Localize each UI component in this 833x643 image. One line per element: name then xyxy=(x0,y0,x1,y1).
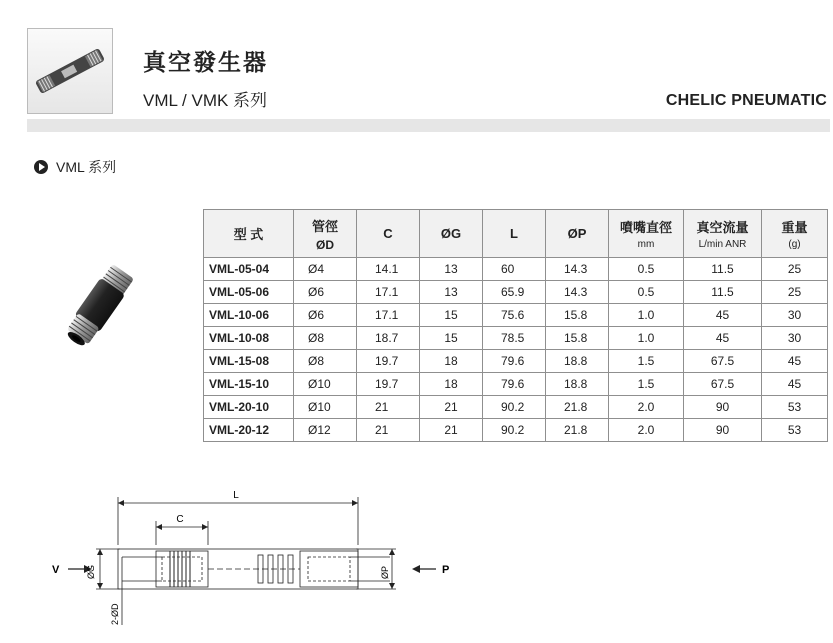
section-heading xyxy=(34,157,116,177)
table-cell: 1.5 xyxy=(609,373,684,396)
table-cell: Ø6 xyxy=(294,304,357,327)
model-cell: VML-10-08 xyxy=(204,327,294,350)
table-cell: 53 xyxy=(762,419,828,442)
model-cell: VML-05-04 xyxy=(204,258,294,281)
table-cell: 19.7 xyxy=(357,350,420,373)
table-cell: 90 xyxy=(684,396,762,419)
model-cell: VML-20-10 xyxy=(204,396,294,419)
play-bullet-icon xyxy=(34,160,48,174)
table-row xyxy=(204,396,828,419)
table-cell: 65.9 xyxy=(483,281,546,304)
table-cell: 18.8 xyxy=(546,373,609,396)
table-cell: 15 xyxy=(420,327,483,350)
table-cell: 13 xyxy=(420,281,483,304)
dimension-diagram xyxy=(40,485,460,635)
table-cell: 67.5 xyxy=(684,373,762,396)
table-cell: 21 xyxy=(420,419,483,442)
model-cell: VML-05-06 xyxy=(204,281,294,304)
table-cell: 90 xyxy=(684,419,762,442)
dim-label-C: C xyxy=(176,514,184,525)
table-cell: 21 xyxy=(357,419,420,442)
table-cell: 15.8 xyxy=(546,304,609,327)
table-cell: 79.6 xyxy=(483,373,546,396)
table-cell: Ø4 xyxy=(294,258,357,281)
table-cell: 1.0 xyxy=(609,304,684,327)
table-cell: 21 xyxy=(357,396,420,419)
table-row xyxy=(204,419,828,442)
table-cell: Ø8 xyxy=(294,350,357,373)
section-label: VML 系列 xyxy=(56,159,117,175)
table-cell: 21.8 xyxy=(546,396,609,419)
table-cell: 17.1 xyxy=(357,304,420,327)
table-row xyxy=(204,373,828,396)
column-header: 噴嘴直徑 mm xyxy=(609,210,684,258)
port-label-P: P xyxy=(442,564,450,576)
table-cell: 14.3 xyxy=(546,258,609,281)
table-cell: 1.5 xyxy=(609,350,684,373)
table-cell: 21 xyxy=(420,396,483,419)
table-cell: 90.2 xyxy=(483,419,546,442)
table-cell: 18.8 xyxy=(546,350,609,373)
table-row xyxy=(204,350,828,373)
page-title: 真空發生器 xyxy=(143,50,268,76)
table-cell: 30 xyxy=(762,304,828,327)
column-header: ØG xyxy=(420,210,483,258)
table-cell: 11.5 xyxy=(684,258,762,281)
model-cell: VML-15-10 xyxy=(204,373,294,396)
column-header: C xyxy=(357,210,420,258)
model-cell: VML-10-06 xyxy=(204,304,294,327)
table-cell: 53 xyxy=(762,396,828,419)
column-header: ØP xyxy=(546,210,609,258)
brand-name: CHELIC PNEUMATIC xyxy=(665,92,827,109)
table-cell: 14.1 xyxy=(357,258,420,281)
table-cell: 1.0 xyxy=(609,327,684,350)
dim-label-L: L xyxy=(233,490,239,501)
table-cell: 90.2 xyxy=(483,396,546,419)
column-header: 真空流量 L/min ANR xyxy=(684,210,762,258)
vacuum-generator-photo xyxy=(40,255,160,365)
table-cell: 18 xyxy=(420,373,483,396)
column-header: 管徑 ØD xyxy=(294,210,357,258)
table-cell: Ø10 xyxy=(294,373,357,396)
spec-table xyxy=(203,209,828,442)
table-header-row xyxy=(204,210,828,258)
table-cell: 30 xyxy=(762,327,828,350)
table-cell: 2.0 xyxy=(609,419,684,442)
table-cell: 79.6 xyxy=(483,350,546,373)
model-cell: VML-15-08 xyxy=(204,350,294,373)
port-label-V: V xyxy=(52,564,60,576)
table-cell: 18.7 xyxy=(357,327,420,350)
column-header: 重量 (g) xyxy=(762,210,828,258)
table-cell: 19.7 xyxy=(357,373,420,396)
table-row xyxy=(204,258,828,281)
vacuum-generator-thumbnail-icon xyxy=(28,29,112,113)
table-cell: 11.5 xyxy=(684,281,762,304)
table-row xyxy=(204,281,828,304)
column-header: 型 式 xyxy=(204,210,294,258)
page-subtitle: VML / VMK 系列 xyxy=(143,91,268,110)
table-cell: 0.5 xyxy=(609,281,684,304)
column-header: L xyxy=(483,210,546,258)
table-cell: 15.8 xyxy=(546,327,609,350)
table-cell: 14.3 xyxy=(546,281,609,304)
table-cell: 75.6 xyxy=(483,304,546,327)
header-divider xyxy=(27,119,830,132)
table-cell: Ø8 xyxy=(294,327,357,350)
table-cell: Ø12 xyxy=(294,419,357,442)
product-thumbnail xyxy=(27,28,113,114)
table-cell: 13 xyxy=(420,258,483,281)
table-cell: Ø10 xyxy=(294,396,357,419)
dim-label-D: 2-ØD xyxy=(110,603,120,625)
table-cell: 45 xyxy=(762,373,828,396)
table-cell: 25 xyxy=(762,281,828,304)
table-cell: 78.5 xyxy=(483,327,546,350)
table-cell: 45 xyxy=(762,350,828,373)
model-cell: VML-20-12 xyxy=(204,419,294,442)
table-cell: 45 xyxy=(684,327,762,350)
table-cell: 18 xyxy=(420,350,483,373)
table-cell: 2.0 xyxy=(609,396,684,419)
table-cell: Ø6 xyxy=(294,281,357,304)
table-cell: 60 xyxy=(483,258,546,281)
dim-label-G: ØG xyxy=(86,564,96,579)
table-cell: 0.5 xyxy=(609,258,684,281)
table-cell: 21.8 xyxy=(546,419,609,442)
table-cell: 45 xyxy=(684,304,762,327)
dim-label-P-dia: ØP xyxy=(380,565,390,579)
table-cell: 67.5 xyxy=(684,350,762,373)
table-row xyxy=(204,327,828,350)
table-row xyxy=(204,304,828,327)
table-cell: 17.1 xyxy=(357,281,420,304)
table-cell: 25 xyxy=(762,258,828,281)
table-cell: 15 xyxy=(420,304,483,327)
